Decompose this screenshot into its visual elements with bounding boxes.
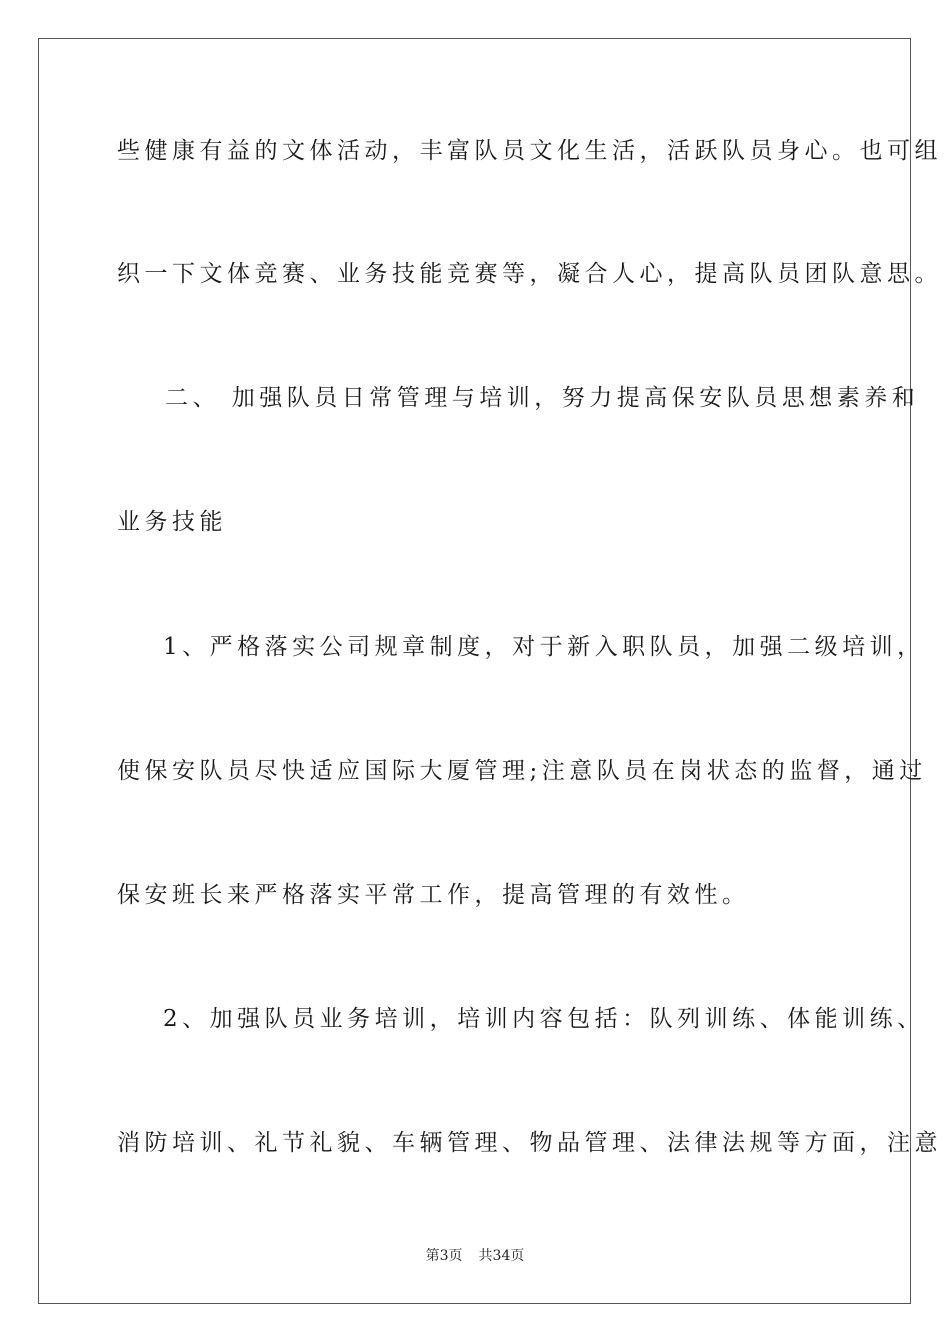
- page-number: 第3页: [425, 1248, 463, 1264]
- body-text-line: 保安班长来严格落实平常工作，提高管理的有效性。: [117, 882, 750, 908]
- page-total: 共34页: [478, 1248, 525, 1264]
- list-item-1: 1、严格落实公司规章制度，对于新入职队员，加强二级培训，: [163, 634, 925, 660]
- page-footer: [0, 1247, 950, 1265]
- section-heading-continuation: 业务技能: [117, 509, 227, 535]
- page-border: [38, 38, 911, 1304]
- body-text-line: 使保安队员尽快适应国际大厦管理;注意队员在岗状态的监督，通过: [117, 758, 927, 784]
- body-text-line: 织一下文体竞赛、业务技能竞赛等，凝合人心，提高队员团队意思。: [117, 261, 942, 287]
- body-text-line: 消防培训、礼节礼貌、车辆管理、物品管理、法律法规等方面，注意: [117, 1130, 942, 1156]
- section-heading: 二、 加强队员日常管理与培训，努力提高保安队员思想素养和: [165, 385, 920, 411]
- body-text-line: 些健康有益的文体活动，丰富队员文化生活，活跃队员身心。也可组: [117, 138, 942, 164]
- list-item-2: 2、加强队员业务培训，培训内容包括：队列训练、体能训练、: [163, 1006, 925, 1032]
